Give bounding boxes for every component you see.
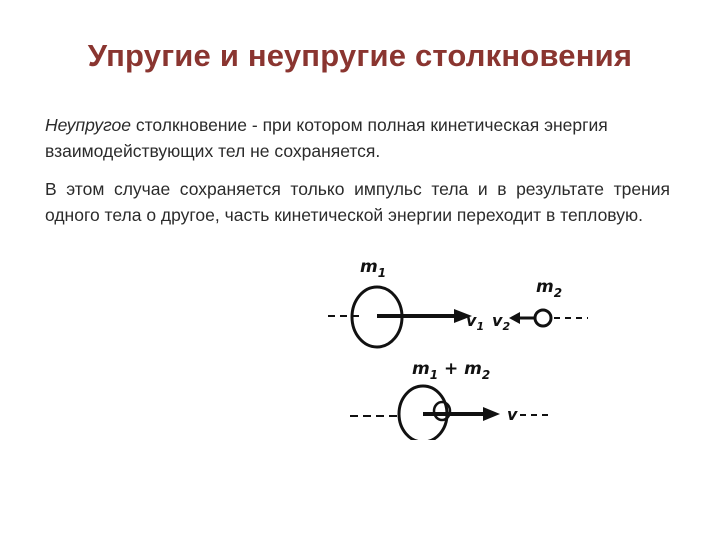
explanation-paragraph: В этом случае сохраняется только импульс тела и в результате трения одного тела о другое, часть кинетической энергии переходит в тепловую. bbox=[45, 179, 670, 225]
mass-1-label bbox=[360, 257, 386, 280]
combined-mass-label bbox=[412, 359, 490, 382]
combined-mass-m1-subscript: 1 bbox=[429, 368, 439, 382]
slide-title: Упругие и неупругие столкновения bbox=[87, 38, 633, 73]
velocity-2-symbol: v bbox=[492, 311, 503, 330]
velocity-1-symbol: v bbox=[466, 311, 477, 330]
before-collision bbox=[328, 257, 588, 347]
velocity-2-label bbox=[492, 311, 510, 333]
velocity-2-subscript: 2 bbox=[502, 320, 511, 333]
mass-2-subscript: 2 bbox=[553, 286, 563, 300]
definition-paragraph bbox=[45, 112, 670, 164]
collision-diagram bbox=[320, 250, 600, 440]
velocity-after-arrowhead bbox=[483, 407, 500, 421]
body-2-circle bbox=[535, 310, 551, 326]
velocity-after-label: v bbox=[507, 405, 518, 424]
definition-term: Неупругое bbox=[45, 115, 131, 135]
mass-2-symbol: m bbox=[536, 277, 554, 297]
mass-1-symbol: m bbox=[360, 257, 378, 277]
combined-mass-m1: m bbox=[412, 359, 430, 379]
combined-mass-m2-subscript: 2 bbox=[481, 368, 491, 382]
velocity-2-arrowhead bbox=[509, 312, 520, 324]
velocity-1-subscript: 1 bbox=[476, 320, 485, 333]
velocity-1-label bbox=[466, 311, 484, 333]
mass-1-subscript: 1 bbox=[377, 266, 387, 280]
mass-2-label bbox=[536, 277, 562, 300]
after-collision bbox=[350, 359, 552, 440]
definition-text: столкновение - при котором полная кинетическая энергия взаимодействующих тел не сохраняется. bbox=[45, 115, 608, 161]
combined-mass-plus: + m bbox=[438, 359, 482, 379]
